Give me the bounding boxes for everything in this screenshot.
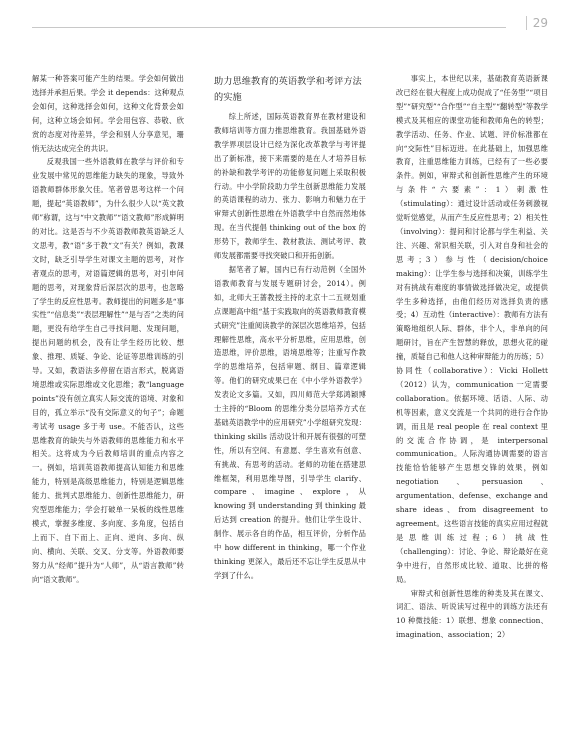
column-right [396,72,548,642]
paragraph: 审辩式和创新性思维的种类及其在课文、词汇、语法、听说读写过程中的训练方法还有 10 种微技能：1）联想、想象 connection、imagination、association；2） [396,588,548,640]
paragraph: 综上所述，国际英语教育界在教材建设和教师培训等方面力推思维教育。我国基础外语教学界项层设计已经为深化改革教学与考评提出了新标准，接下来需要的是在人才培养目标的补缺和教学考评的功能修复问题上采取积极行动。中小学阶段助力学生创新思维能力发展的英语课程的动力、张力、影响力和魅力在于审辩式创新性思维在外语教学中自然而然地体现。在当代提倡 thinking out of the box 的形势下，教师学生、教材教法、测试考评、教师发展都需要寻找突破口和开拓创新。 [214,112,366,261]
column-middle [214,74,366,583]
header-rule [32,27,506,28]
paragraph: 事实上，本世纪以来，基础教育英语新课改已经在很大程度上成功促成了“任务型”“项目型”“研究型”“合作型”“自主型”“翻转型”等教学模式及其相应的课堂功能和教师角色的转型；教学活动、任务、作业、试题、评价标准都在向“交际性”目标迈进。在此基础上，加强思维教育，注重思维能力训练，已经有了一些必要条件。例如，审辩式和创新性思维产生的环境与条件“六要素”：1）刺激性（stimulating）：通过设计活动或任务刺激视觉听觉感觉，从而产生反应性思考；2）相关性（involving）：提问和讨论都与学生利益、关注、兴趣、常识相关联，引入对自身和社会的思考；3）参与性（decision/choice making）：让学生参与选择和决策，训练学生对有挑战有难度的事情做选择做决定，或提供学生多种选择，由他们经历对选择负责的感受；4）互动性（interactive）：教师有方法有策略地组织人际、群体，非个人，非单向的问题研讨，旨在产生智慧的释放，思想火花的碰撞，质疑自己和他人这种审辩能力的历练；5）协同性（collaborative）：Vicki Hollett（2012）认为，communication 一定需要 collaboration。依据环境、话语、人际、动机等因素，意义交流是一个共同的进行合作协调，而且是 real people 在 real context 里的交流合作协调，是 interpersonal communication。人际沟通协调需要的语言技能恰恰能够产生思想交锋的效果，例如 negotiation、persuasion、argumentation、defense、exchange and share ideas、from disagreement to agreement。这些语言技能的真实应用过程就是思维训练过程；6）挑战性（challenging）：讨论、争论、辩论最好在竞争中进行，自然形成比较、道取、比拼的格局。 [396,74,548,584]
paragraph: 据笔者了解，国内已有行动范例（全国外语教师教育与发展专题研讨会，2014）。例如，北师大王蔷教授主持的北京十二五规划重点课题高中组“基于实践取向的英语教师教育模式研究”注重阅读教学的深层次思维培养，包括理解性思维，高水平分析思维，应用思维，创造思维，评价思维，语境思维等；注重写作教学的思维培养，包括审题、纲目、篇章逻辑等。他们的研究成果已在《中小学外语教学》发表论文多篇。又如，四川师范大学郑鸿颖博士主持的“Bloom 的思维分类分层培养方式在基础英语教学中的应用研究”小学组研究发现：thinking skills 活动设计和开展有很强的可塑性，所以有空间、有意愿、学生喜欢有创意、有挑战、有思考的活动。老师的功能在搭建思维框架，利用思维导图，引导学生 clarify、compare、imagine、explore，从 knowing 到 understanding 到 thinking 最后达到 creation 的提升。他们让学生设计、制作、展示各自的作品，相互评价，分析作品中 how different in thinking，哪一个作业 thinking 更深入，最后还不忘让学生反思从中学到了什么。 [214,264,366,580]
page-number: 29 [526,16,548,30]
column-left [32,72,184,587]
paragraph: 解某一种答案可能产生的结果。学会如何做出选择并承担后果。学会 it depends：这种观点会如何，这种选择会如何，这种文化背景会如何，这种立场会如何。学会用包容、恭敬、欣赏的态度对待差异，学会和别人分享意见，珊悄无法达成完全的共识。 [32,74,184,153]
paragraph: 反观我国一些外语教师在教学与评价和专业发展中常见的思维能力缺失的现象，导致外语教师群体形象欠佳。笔者曾思考这样一个问题，提起“英语教师”，为什么很少人以“英文教师”称谓，这与“中文教师”“语文教师”形成鲜明的对比。这是否与不少英语教师教英语缺乏人文思考，教“语”多于教“文”有关？例如，教课文时，缺乏引导学生对课文主题的思考，对作者观点的思考，对语篇逻辑的思考，对引申问题的思考，对现象背后深层次的思考，也忽略了学生的反应性思考。教师提出的问题多是“事实性”“信息类”“表层理解性”“是与否”之类的问题，更没有给学生自己寻找问题、发现问题，提出问题的机会，没有让学生经历比较、想象、推理、质疑、争论、论证等思维训练的引导。又如，教语法多停留在语言形式，脱离语境思维或实际思维或文化思维；教“language points”没有创立真实人际交流的语境、对象和目的，孤立举示“没有交际意义的句子”；命题考试考 usage 多于考 use。不能否认，这些思维教育的缺失与外语教师的思维能力和水平相关。这将成为今后教师培训的重点内容之一。例如，培训英语教师提高认知能力和思维能力，特别是高级思维能力，特别是逻辑思维能力、批判式思维能力、创新性思维能力，研究型思维能力；学会打破单一呆板的线性思维模式，掌握多维度、多向度、多角度，包括自上而下、自下而上、正向、逆向、多向、纵向、横向、关联、交叉、分支等。外语教师要努力从“经师”提升为“人师”，从“语言教师”转向“语文教师”。 [32,157,184,584]
section-heading: 助力思维教育的英语教学和考评方法的实施 [214,76,362,103]
